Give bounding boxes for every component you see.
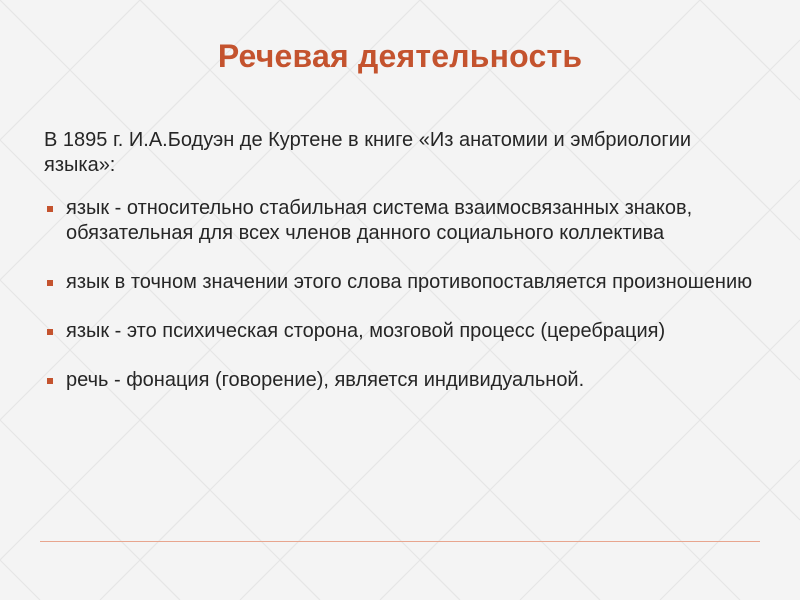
square-bullet-icon [47,329,53,335]
footer-divider [40,541,760,542]
list-item-text: речь - фонация (говорение), является индивидуальной. [66,369,585,391]
list-item [44,319,764,344]
square-bullet-icon [47,378,53,384]
list-item [44,368,764,393]
list-item [44,270,764,295]
bullet-list [44,196,764,417]
list-item [44,196,764,246]
list-item-text: язык - это психическая сторона, мозговой процесс (церебрация) [66,320,666,342]
slide-title: Речевая деятельность [217,38,583,74]
square-bullet-icon [47,206,53,212]
square-bullet-icon [47,280,53,286]
list-item-text: язык в точном значении этого слова противопоставляется произношению [66,271,753,293]
intro-text: В 1895 г. И.А.Бодуэн де Куртене в книге «Из анатомии и эмбриологии языка»: [44,129,692,176]
list-item-text: язык - относительно стабильная система взаимосвязанных знаков, обязательная для всех членов данного социального коллектива [66,197,693,244]
